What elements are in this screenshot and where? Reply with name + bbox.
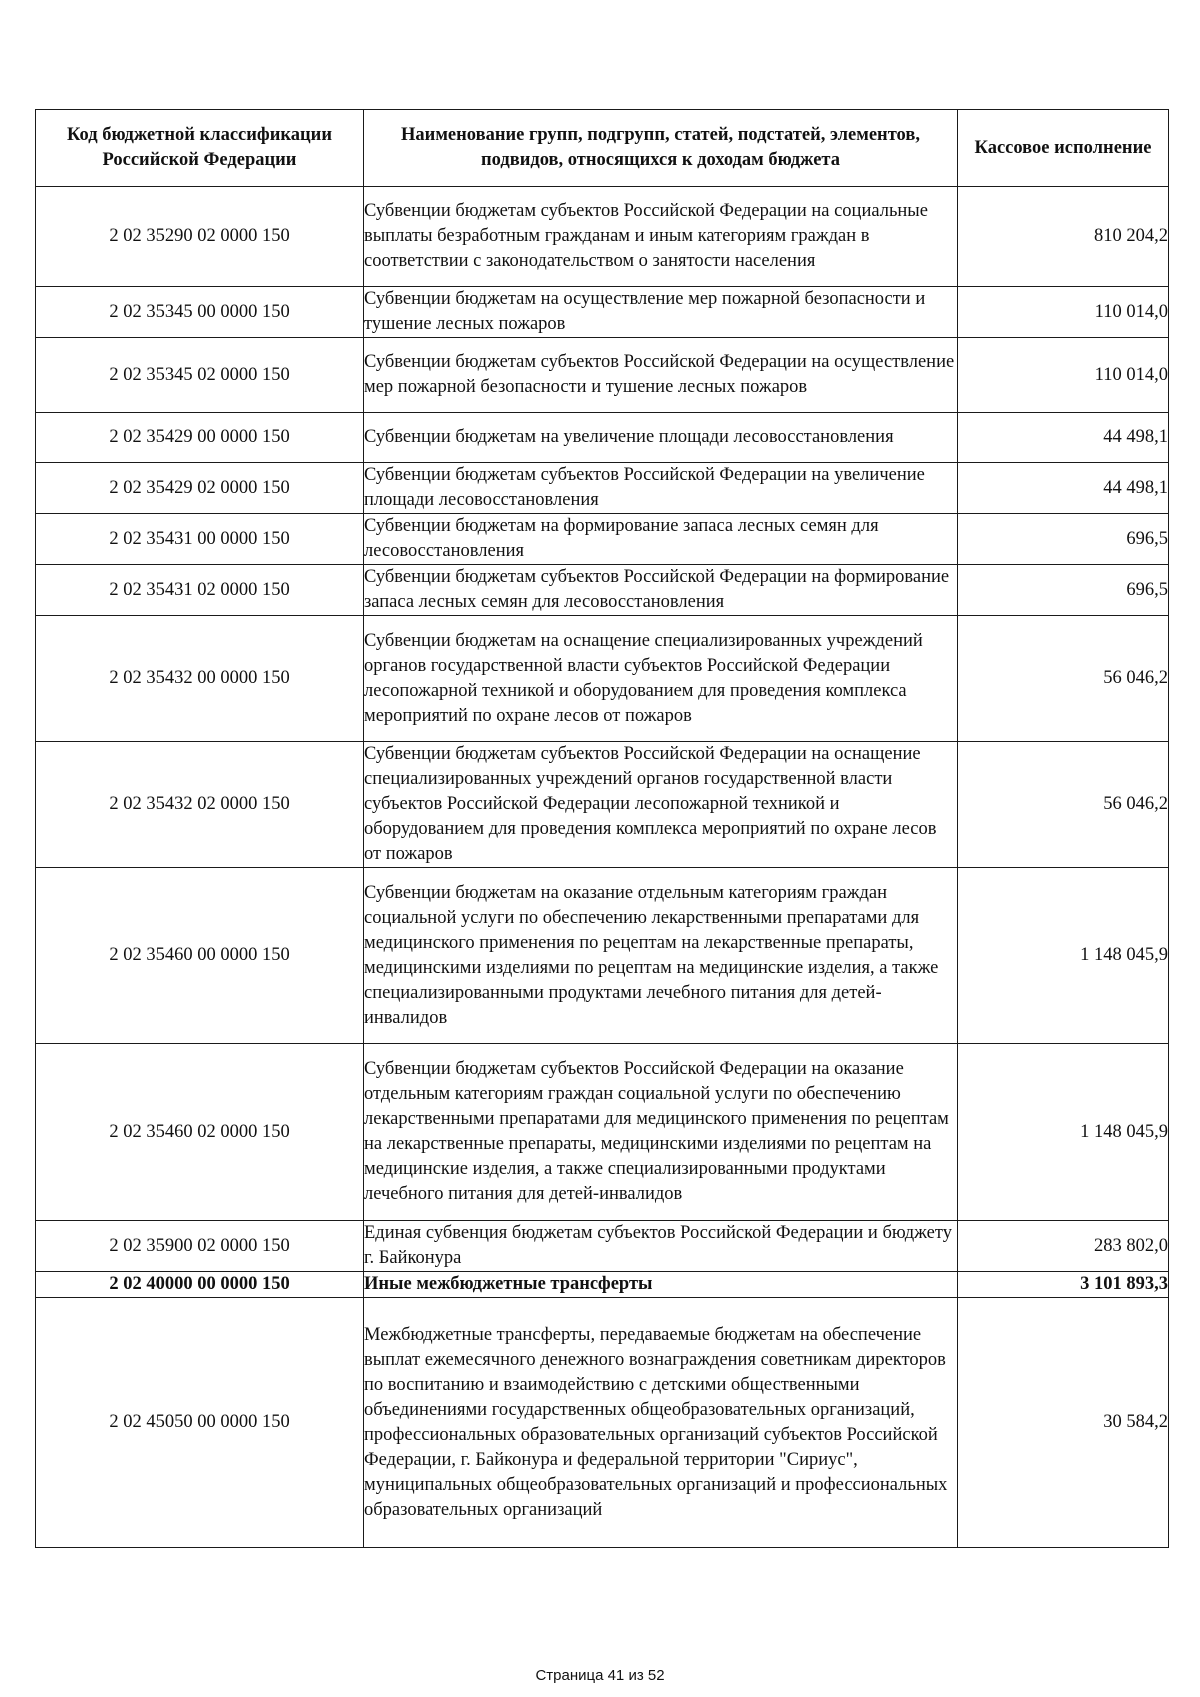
row-amount: 3 101 893,3	[958, 1272, 1169, 1298]
row-name: Субвенции бюджетам на формирование запаса лесных семян для лесовосстановления	[364, 514, 958, 565]
row-code: 2 02 35290 02 0000 150	[36, 187, 364, 287]
table-row	[36, 413, 1169, 463]
row-name: Субвенции бюджетам на увеличение площади лесовосстановления	[364, 413, 958, 463]
row-name: Субвенции бюджетам на оказание отдельным категориям граждан социальной услуги по обеспечению лекарственными препаратами для медицинского применения по рецептам на лекарственные препараты, медицинскими изделиями по рецептам на медицинские изделия, а также специализированными продуктами лечебного питания для детей-инвалидов	[364, 868, 958, 1044]
row-code: 2 02 35432 00 0000 150	[36, 616, 364, 742]
table-row	[36, 1221, 1169, 1272]
row-code: 2 02 35431 00 0000 150	[36, 514, 364, 565]
row-name: Субвенции бюджетам на оснащение специализированных учреждений органов государственной власти субъектов Российской Федерации лесопожарной техникой и оборудованием для проведения комплекса мероприятий по охране лесов от пожаров	[364, 616, 958, 742]
row-amount: 30 584,2	[958, 1298, 1169, 1548]
row-code: 2 02 35345 02 0000 150	[36, 338, 364, 413]
row-code: 2 02 35345 00 0000 150	[36, 287, 364, 338]
row-code: 2 02 35460 02 0000 150	[36, 1044, 364, 1221]
header-amount: Кассовое исполнение	[958, 110, 1169, 187]
table-row	[36, 338, 1169, 413]
row-amount: 110 014,0	[958, 287, 1169, 338]
table-row	[36, 187, 1169, 287]
row-amount: 810 204,2	[958, 187, 1169, 287]
table-row	[36, 565, 1169, 616]
budget-revenue-table	[35, 109, 1169, 1548]
table-row	[36, 742, 1169, 868]
table-header-row	[36, 110, 1169, 187]
row-amount: 696,5	[958, 514, 1169, 565]
header-name: Наименование групп, подгрупп, статей, подстатей, элементов, подвидов, относящихся к доходам бюджета	[364, 110, 958, 187]
row-amount: 1 148 045,9	[958, 868, 1169, 1044]
row-code: 2 02 35431 02 0000 150	[36, 565, 364, 616]
row-code: 2 02 40000 00 0000 150	[36, 1272, 364, 1298]
row-name: Субвенции бюджетам субъектов Российской Федерации на оказание отдельным категориям граждан социальной услуги по обеспечению лекарственными препаратами для медицинского применения по рецептам на лекарственные препараты, медицинскими изделиями по рецептам на медицинские изделия, а также специализированными продуктами лечебного питания для детей-инвалидов	[364, 1044, 958, 1221]
row-code: 2 02 35432 02 0000 150	[36, 742, 364, 868]
row-amount: 110 014,0	[958, 338, 1169, 413]
header-code: Код бюджетной классификации Российской Федерации	[36, 110, 364, 187]
row-amount: 44 498,1	[958, 413, 1169, 463]
row-amount: 283 802,0	[958, 1221, 1169, 1272]
table-row	[36, 287, 1169, 338]
row-name: Субвенции бюджетам субъектов Российской Федерации на формирование запаса лесных семян для лесовосстановления	[364, 565, 958, 616]
row-code: 2 02 35429 00 0000 150	[36, 413, 364, 463]
table-row	[36, 514, 1169, 565]
row-name: Субвенции бюджетам на осуществление мер пожарной безопасности и тушение лесных пожаров	[364, 287, 958, 338]
row-amount: 696,5	[958, 565, 1169, 616]
row-code: 2 02 35900 02 0000 150	[36, 1221, 364, 1272]
table-row	[36, 463, 1169, 514]
row-code: 2 02 45050 00 0000 150	[36, 1298, 364, 1548]
row-name: Субвенции бюджетам субъектов Российской Федерации на социальные выплаты безработным гражданам и иным категориям граждан в соответствии с законодательством о занятости населения	[364, 187, 958, 287]
row-name: Иные межбюджетные трансферты	[364, 1272, 958, 1298]
row-amount: 44 498,1	[958, 463, 1169, 514]
table-row-subtotal	[36, 1272, 1169, 1298]
row-name: Единая субвенция бюджетам субъектов Российской Федерации и бюджету г. Байконура	[364, 1221, 958, 1272]
row-code: 2 02 35460 00 0000 150	[36, 868, 364, 1044]
row-amount: 56 046,2	[958, 616, 1169, 742]
row-code: 2 02 35429 02 0000 150	[36, 463, 364, 514]
row-name: Субвенции бюджетам субъектов Российской Федерации на осуществление мер пожарной безопасности и тушение лесных пожаров	[364, 338, 958, 413]
row-name: Межбюджетные трансферты, передаваемые бюджетам на обеспечение выплат ежемесячного денежного вознаграждения советникам директоров по воспитанию и взаимодействию с детскими общественными объединениями государственных общеобразовательных организаций, профессиональных образовательных организаций субъектов Российской Федерации, г. Байконура и федеральной территории "Сириус", муниципальных общеобразовательных организаций и профессиональных образовательных организаций	[364, 1298, 958, 1548]
table-row	[36, 1298, 1169, 1548]
table-row	[36, 1044, 1169, 1221]
page-number: Страница 41 из 52	[535, 1667, 665, 1684]
row-amount: 1 148 045,9	[958, 1044, 1169, 1221]
row-name: Субвенции бюджетам субъектов Российской Федерации на увеличение площади лесовосстановления	[364, 463, 958, 514]
row-amount: 56 046,2	[958, 742, 1169, 868]
table-row	[36, 616, 1169, 742]
table-row	[36, 868, 1169, 1044]
row-name: Субвенции бюджетам субъектов Российской Федерации на оснащение специализированных учреждений органов государственной власти субъектов Российской Федерации лесопожарной техникой и оборудованием для проведения комплекса мероприятий по охране лесов от пожаров	[364, 742, 958, 868]
